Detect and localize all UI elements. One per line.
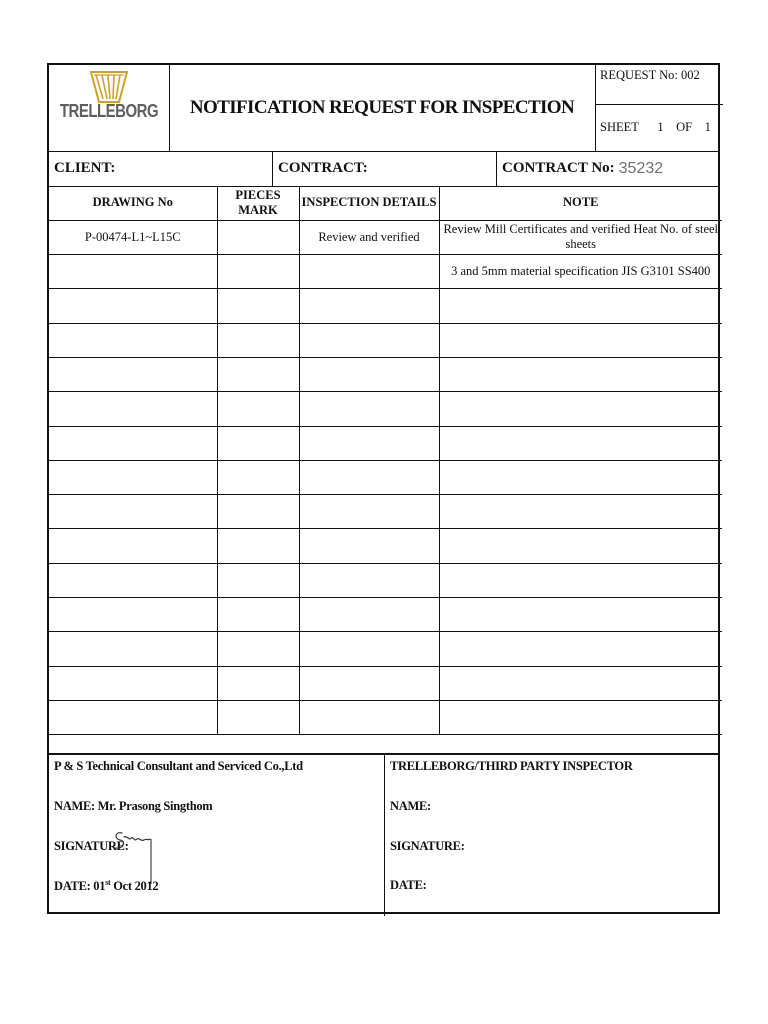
inspector-signature-field[interactable]: SIGNATURE: xyxy=(390,839,465,853)
table-row xyxy=(49,357,722,391)
logo-text: TRELLEBORG xyxy=(59,100,159,123)
table-cell[interactable] xyxy=(299,666,439,700)
table-cell[interactable] xyxy=(49,563,217,597)
table-cell[interactable] xyxy=(299,323,439,357)
table-cell[interactable] xyxy=(49,426,217,460)
consultant-signoff xyxy=(49,755,385,916)
table-cell[interactable] xyxy=(49,495,217,529)
table-cell[interactable] xyxy=(439,460,722,494)
column-header: NOTE xyxy=(439,186,722,220)
signoff-section xyxy=(49,753,718,916)
table-cell[interactable] xyxy=(217,495,299,529)
table-row xyxy=(49,666,722,700)
client-contract-row xyxy=(49,151,718,187)
table-row xyxy=(49,632,722,666)
table-cell[interactable] xyxy=(439,563,722,597)
table-cell[interactable] xyxy=(217,357,299,391)
table-cell[interactable] xyxy=(49,392,217,426)
table-cell[interactable]: 3 and 5mm material specification JIS G3101 SS400 xyxy=(439,255,722,289)
request-number: REQUEST No: 002 xyxy=(596,65,723,105)
table-cell[interactable] xyxy=(49,666,217,700)
table-cell[interactable] xyxy=(299,495,439,529)
table-cell[interactable] xyxy=(49,632,217,666)
table-row xyxy=(49,563,722,597)
table-cell[interactable] xyxy=(49,529,217,563)
consultant-date xyxy=(54,878,158,894)
table-cell[interactable] xyxy=(299,700,439,734)
column-header: DRAWING No xyxy=(49,186,217,220)
consultant-company: P & S Technical Consultant and Serviced Co.,Ltd xyxy=(54,759,303,773)
table-cell[interactable] xyxy=(217,529,299,563)
inspection-items-table xyxy=(49,186,722,735)
inspector-date-field[interactable]: DATE: xyxy=(390,878,427,892)
table-cell[interactable]: Review and verified xyxy=(299,220,439,254)
table-cell[interactable] xyxy=(299,426,439,460)
table-cell[interactable] xyxy=(299,255,439,289)
table-cell[interactable] xyxy=(439,666,722,700)
logo xyxy=(49,65,170,151)
table-cell[interactable] xyxy=(439,323,722,357)
table-row xyxy=(49,598,722,632)
contract-no-label: CONTRACT No: xyxy=(502,160,615,176)
table-row xyxy=(49,220,722,254)
inspector-title: TRELLEBORG/THIRD PARTY INSPECTOR xyxy=(390,759,633,773)
table-cell[interactable] xyxy=(217,460,299,494)
table-cell[interactable] xyxy=(217,598,299,632)
table-cell[interactable] xyxy=(299,289,439,323)
table-header-row xyxy=(49,186,722,220)
inspector-name-field[interactable]: NAME: xyxy=(390,799,431,813)
table-cell[interactable] xyxy=(217,426,299,460)
request-info xyxy=(595,65,723,151)
column-header: PIECES MARK xyxy=(217,186,299,220)
table-cell[interactable] xyxy=(49,255,217,289)
table-cell[interactable] xyxy=(299,598,439,632)
table-cell[interactable] xyxy=(299,392,439,426)
table-cell[interactable] xyxy=(49,323,217,357)
table-cell[interactable] xyxy=(217,220,299,254)
table-row xyxy=(49,255,722,289)
table-cell[interactable] xyxy=(217,632,299,666)
table-cell[interactable] xyxy=(299,357,439,391)
client-label: CLIENT: xyxy=(54,160,116,176)
table-cell[interactable] xyxy=(217,289,299,323)
table-cell[interactable] xyxy=(217,563,299,597)
table-cell[interactable] xyxy=(217,700,299,734)
table-cell[interactable] xyxy=(217,323,299,357)
table-cell[interactable]: Review Mill Certificates and verified Heat No. of steel sheets xyxy=(439,220,722,254)
trelleborg-logo-icon xyxy=(90,71,128,103)
contract-no-field[interactable] xyxy=(497,151,722,186)
table-cell[interactable] xyxy=(217,666,299,700)
table-row xyxy=(49,323,722,357)
table-row xyxy=(49,392,722,426)
form-header xyxy=(49,65,718,152)
consultant-name: NAME: Mr. Prasong Singthom xyxy=(54,799,213,813)
date-suffix: Oct 2012 xyxy=(110,879,159,894)
inspection-form xyxy=(47,63,720,914)
table-cell[interactable] xyxy=(49,289,217,323)
table-row xyxy=(49,700,722,734)
date-prefix: DATE: 01 xyxy=(54,879,106,894)
table-cell[interactable] xyxy=(439,700,722,734)
client-field[interactable] xyxy=(49,151,273,186)
table-row xyxy=(49,426,722,460)
contract-no-value: 35232 xyxy=(618,159,664,177)
table-row xyxy=(49,495,722,529)
table-row xyxy=(49,289,722,323)
table-cell[interactable] xyxy=(49,460,217,494)
table-cell[interactable] xyxy=(439,426,722,460)
inspector-signoff xyxy=(385,755,720,916)
table-cell[interactable] xyxy=(439,392,722,426)
consultant-signature-label: SIGNATURE: xyxy=(54,839,129,853)
table-cell[interactable] xyxy=(439,357,722,391)
table-cell[interactable] xyxy=(49,357,217,391)
table-cell[interactable] xyxy=(439,598,722,632)
table-cell[interactable] xyxy=(299,460,439,494)
table-cell[interactable] xyxy=(299,632,439,666)
table-cell[interactable] xyxy=(439,495,722,529)
contract-field[interactable] xyxy=(273,151,497,186)
table-cell[interactable]: P-00474-L1~L15C xyxy=(49,220,217,254)
table-cell[interactable] xyxy=(299,563,439,597)
table-row xyxy=(49,460,722,494)
table-cell[interactable] xyxy=(217,255,299,289)
table-cell[interactable] xyxy=(49,700,217,734)
table-cell[interactable] xyxy=(439,529,722,563)
table-cell[interactable] xyxy=(49,598,217,632)
date-ordinal: st xyxy=(105,878,111,887)
table-cell[interactable] xyxy=(439,632,722,666)
column-header: INSPECTION DETAILS xyxy=(299,186,439,220)
table-cell[interactable] xyxy=(299,529,439,563)
contract-label: CONTRACT: xyxy=(278,160,368,176)
sheet-count: SHEET 1 OF 1 xyxy=(600,120,711,134)
table-cell[interactable] xyxy=(217,392,299,426)
table-cell[interactable] xyxy=(439,289,722,323)
form-title: NOTIFICATION REQUEST FOR INSPECTION xyxy=(189,97,575,118)
table-row xyxy=(49,529,722,563)
handwritten-signature xyxy=(111,827,155,885)
